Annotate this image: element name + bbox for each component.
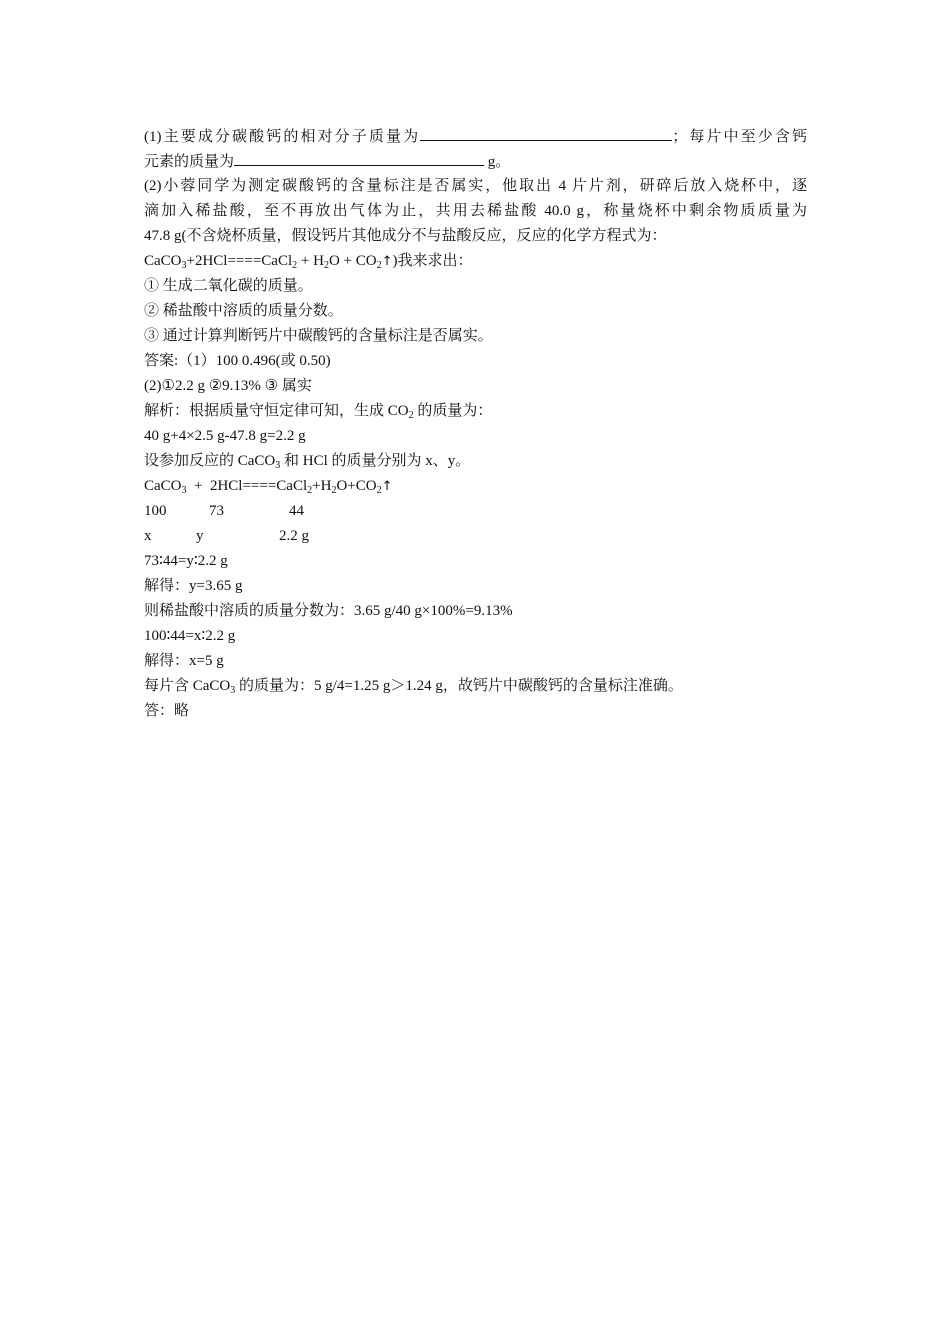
question-1-text: (1)主要成分碳酸钙的相对分子质量为 [144,129,421,145]
eq-subscript: 2 [376,260,382,271]
eq-subscript: 3 [181,260,187,271]
eq-subscript: 2 [292,260,298,271]
up-arrow-icon: ↑ [381,254,393,269]
analysis-text: 的质量为： [413,403,493,419]
answer-line-1: 答案:（1）100 0.496(或 0.50) [144,353,331,369]
up-arrow-icon: ↑ [381,479,393,494]
eq-text: CaCO [144,478,182,494]
analysis-text: 每片含 CaCO [144,678,231,694]
analysis-fraction: 则稀盐酸中溶质的质量分数为：3.65 g/40 g×100%=9.13% [144,603,513,619]
analysis-text: 和 HCl 的质量分别为 x、y。 [280,453,471,469]
variable: 2.2 g [279,528,309,544]
analysis-let [144,449,807,474]
question-2-line-1: (2)小蓉同学为测定碳酸钙的含量标注是否属实，他取出 4 片片剂，研碎后放入烧杯中，逐 [144,178,807,194]
mass-value: 44 [289,503,304,519]
question-1-text-2: 元素的质量为 [144,154,235,170]
analysis-intro [144,399,807,424]
variable: y [196,528,204,544]
eq-text: +2HCl====CaCl [186,253,293,269]
analysis-text: 设参加反应的 CaCO [144,453,276,469]
question-2-item-1: ① 生成二氧化碳的质量。 [144,278,313,294]
question-2-item-2: ② 稀盐酸中溶质的质量分数。 [144,303,343,319]
document-body [144,124,807,724]
question-1-line-2 [144,149,807,174]
mass-value: 100 [144,503,167,519]
eq-subscript: 2 [323,260,329,271]
eq-subscript: 2 [307,485,313,496]
eq-text: O + CO [328,253,377,269]
analysis-mass-row [144,499,807,524]
eq-text: +H [312,478,332,494]
question-2-item-3: ③ 通过计算判断钙片中碳酸钙的含量标注是否属实。 [144,328,493,344]
eq-subscript: 2 [376,485,382,496]
answer-blank-calcium-mass[interactable] [234,149,484,166]
analysis-solve-y: 解得：y=3.65 g [144,578,243,594]
question-1-text-suffix: ；每片中至少含钙 [672,129,807,145]
mass-value: 73 [209,503,224,519]
analysis-ratio-x: 100∶44=x∶2.2 g [144,628,236,644]
eq-text: )我来求出： [392,253,473,269]
question-2-line-2: 滴加入稀盐酸，至不再放出气体为止，共用去稀盐酸 40.0 g，称量烧杯中剩余物质质量为 [144,203,807,219]
analysis-equation [144,474,807,499]
question-1-line-1 [144,124,807,149]
variable: x [144,528,152,544]
eq-subscript: 2 [331,485,337,496]
analysis-final: 答：略 [144,703,190,719]
analysis-subscript: 2 [408,410,414,421]
analysis-ratio-y: 73∶44=y∶2.2 g [144,553,228,569]
analysis-subscript: 3 [275,460,281,471]
analysis-subscript: 3 [230,685,236,696]
question-2-line-3: 47.8 g(不含烧杯质量，假设钙片其他成分不与盐酸反应，反应的化学方程式为： [144,228,667,244]
analysis-solve-x: 解得：x=5 g [144,653,224,669]
analysis-var-row [144,524,807,549]
eq-subscript: 3 [181,485,187,496]
eq-text: O+CO [336,478,377,494]
analysis-text: 的质量为：5 g/4=1.25 g＞1.24 g，故钙片中碳酸钙的含量标注准确。 [235,678,683,694]
eq-text: + H [297,253,324,269]
analysis-per-tablet [144,674,807,699]
answer-line-2: (2)①2.2 g ②9.13% ③ 属实 [144,378,312,394]
question-2-equation [144,249,807,274]
answer-blank-molecular-mass[interactable] [420,124,672,141]
question-1-unit: g。 [484,154,511,170]
eq-text: CaCO [144,253,182,269]
analysis-mass-calc: 40 g+4×2.5 g-47.8 g=2.2 g [144,428,306,444]
eq-text: + 2HCl====CaCl [186,478,308,494]
analysis-text: 解析：根据质量守恒定律可知，生成 CO [144,403,409,419]
